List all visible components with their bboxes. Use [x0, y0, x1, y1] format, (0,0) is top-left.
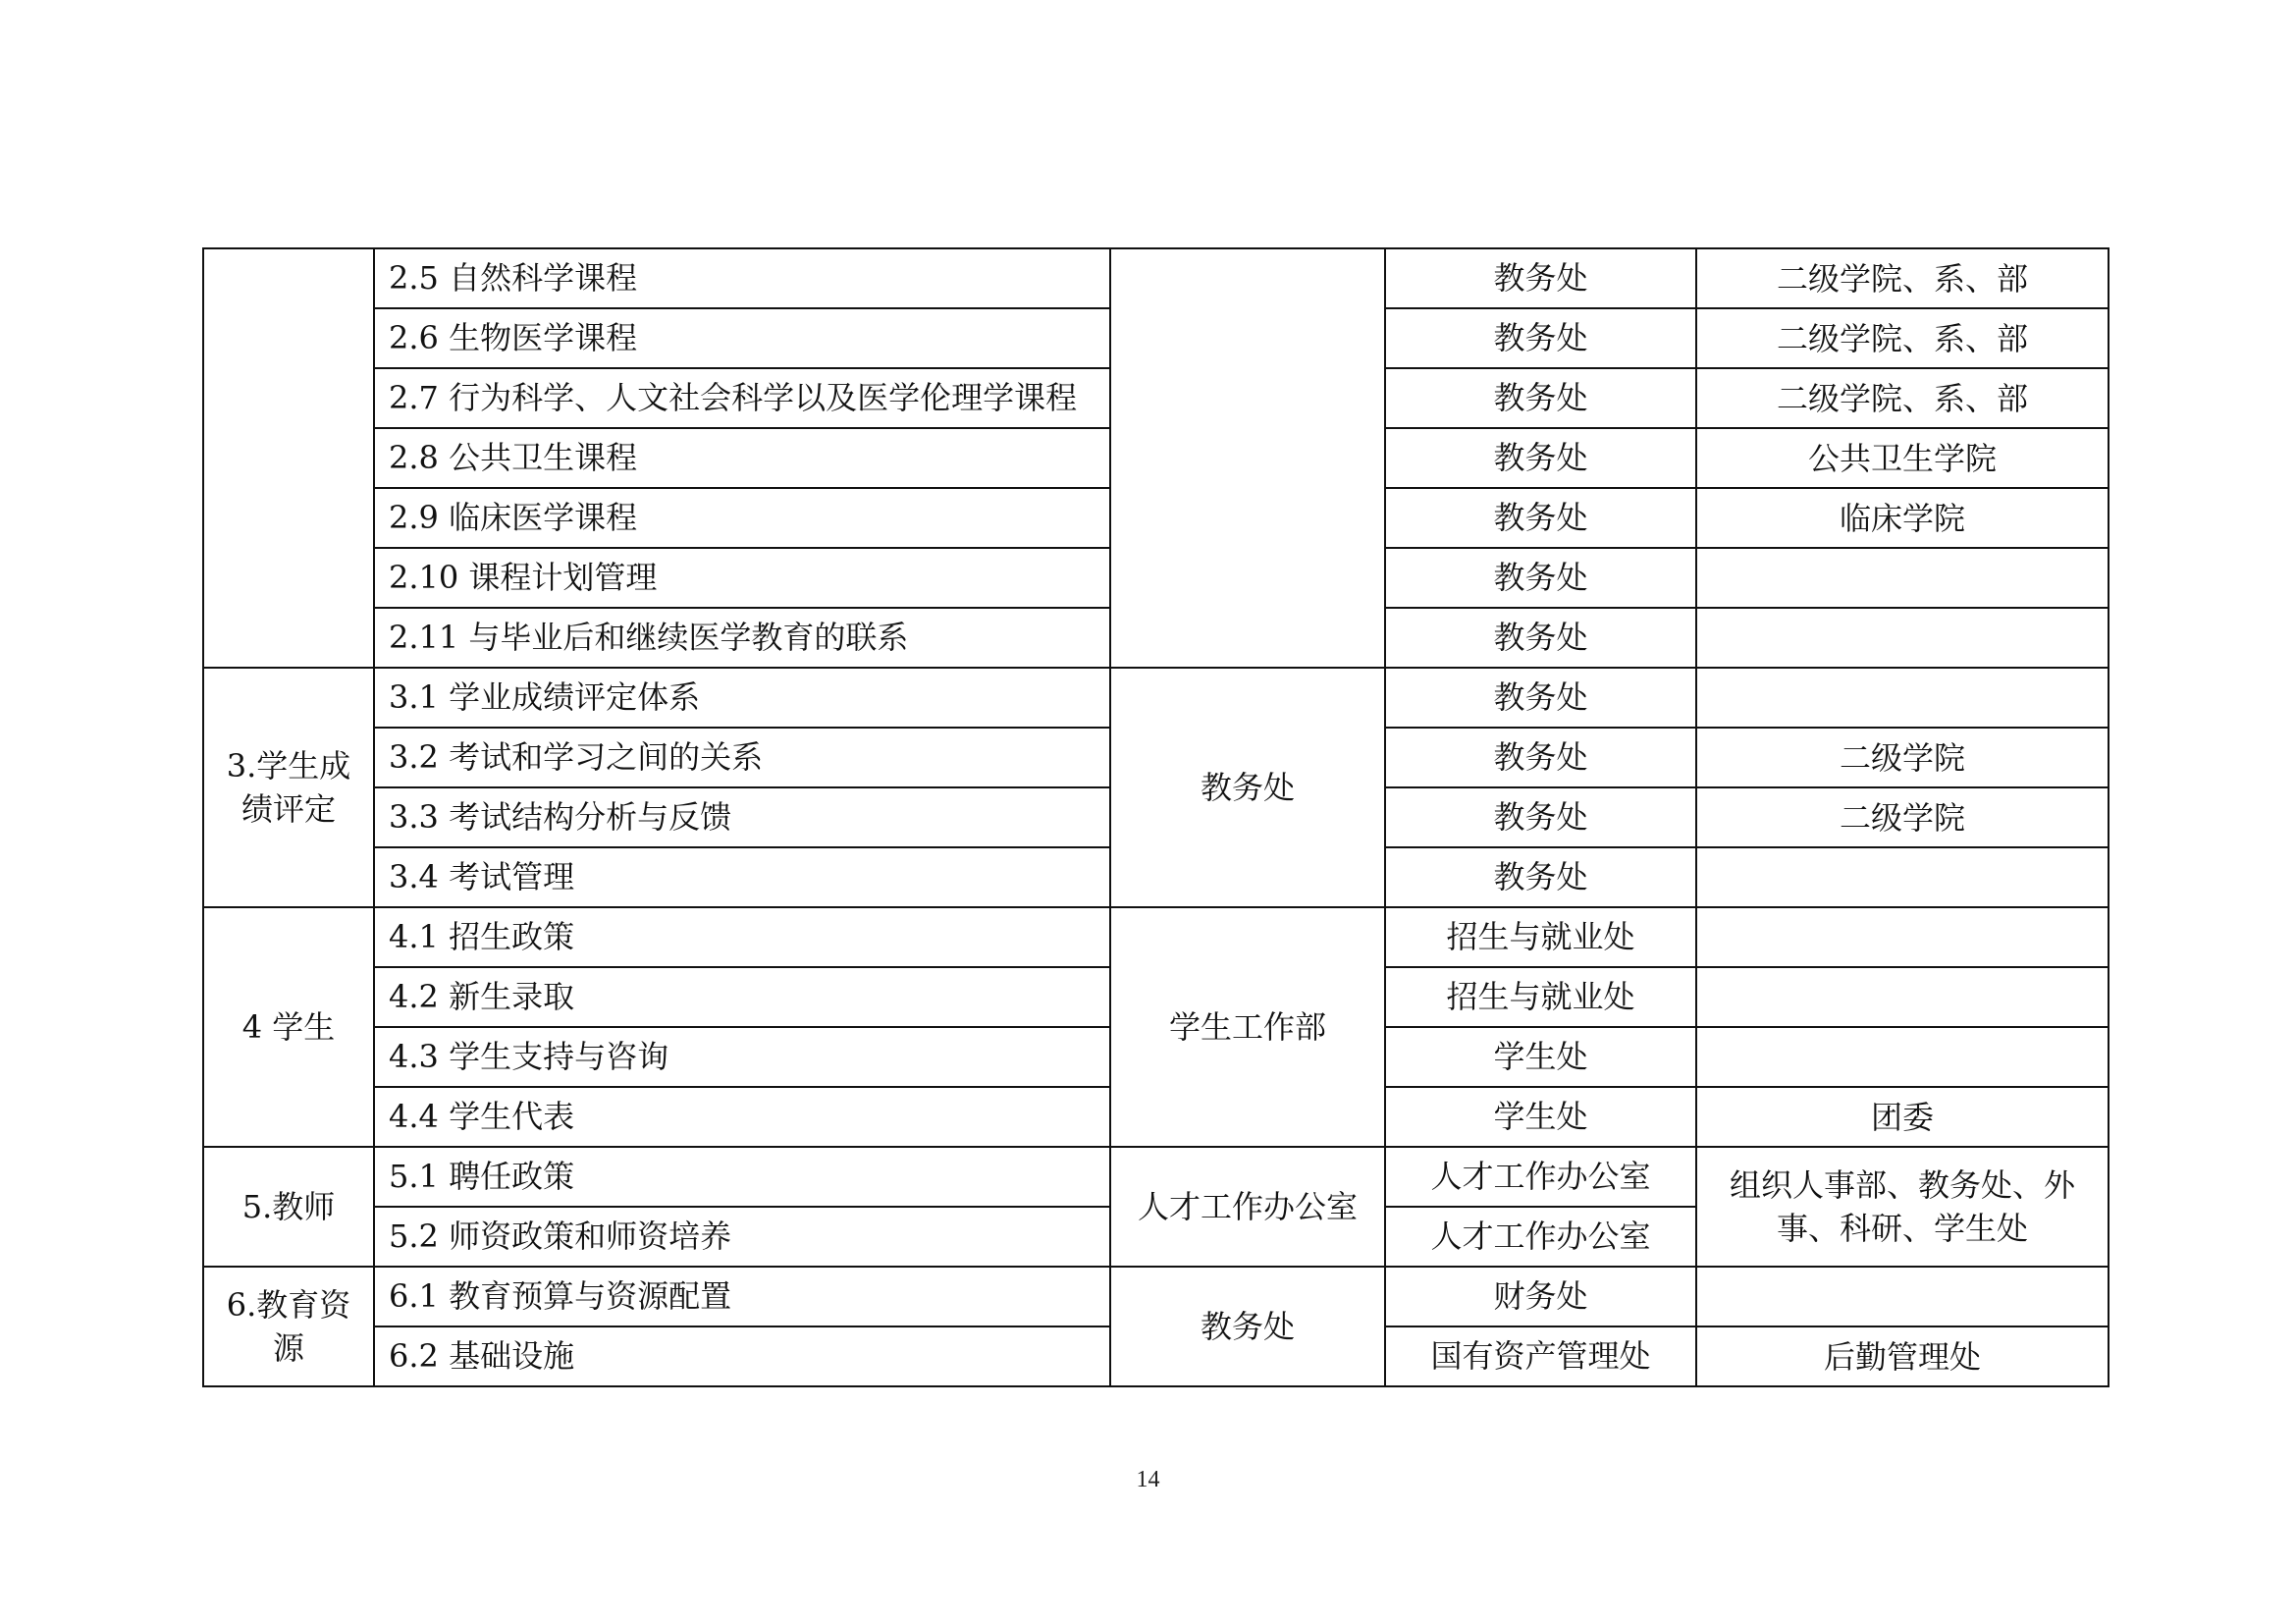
item-cell: 4.4 学生代表: [374, 1087, 1110, 1147]
responsible-cell: 学生处: [1385, 1027, 1696, 1087]
section-label-cell: [203, 248, 374, 668]
responsible-cell: 教务处: [1385, 668, 1696, 728]
cooperating-cell: [1696, 608, 2109, 668]
item-cell: 3.2 考试和学习之间的关系: [374, 728, 1110, 787]
item-cell: 3.1 学业成绩评定体系: [374, 668, 1110, 728]
section-label-cell: 3.学生成绩评定: [203, 668, 374, 907]
item-cell: 2.6 生物医学课程: [374, 308, 1110, 368]
cooperating-cell: [1696, 907, 2109, 967]
item-cell: 4.1 招生政策: [374, 907, 1110, 967]
table-row: [203, 668, 2109, 728]
responsible-cell: 教务处: [1385, 608, 1696, 668]
item-cell: 5.2 师资政策和师资培养: [374, 1207, 1110, 1267]
page-number: 14: [1136, 1467, 1160, 1492]
cooperating-cell: 二级学院、系、部: [1696, 308, 2109, 368]
section-label-cell: 4 学生: [203, 907, 374, 1147]
lead-department-cell: 教务处: [1110, 1267, 1385, 1386]
cooperating-cell: [1696, 967, 2109, 1027]
lead-department-cell: [1110, 248, 1385, 668]
cooperating-cell: 二级学院: [1696, 787, 2109, 847]
cooperating-cell: 组织人事部、教务处、外事、科研、学生处: [1696, 1147, 2109, 1267]
table-row: [203, 1147, 2109, 1207]
responsible-cell: 教务处: [1385, 488, 1696, 548]
item-cell: 5.1 聘任政策: [374, 1147, 1110, 1207]
cooperating-cell: 公共卫生学院: [1696, 428, 2109, 488]
item-cell: 2.8 公共卫生课程: [374, 428, 1110, 488]
cooperating-cell: 二级学院、系、部: [1696, 368, 2109, 428]
item-cell: 3.3 考试结构分析与反馈: [374, 787, 1110, 847]
item-cell: 2.10 课程计划管理: [374, 548, 1110, 608]
cooperating-cell: [1696, 1027, 2109, 1087]
lead-department-cell: 教务处: [1110, 668, 1385, 907]
responsible-cell: 教务处: [1385, 428, 1696, 488]
standards-responsibility-table: [202, 247, 2109, 1387]
responsible-cell: 财务处: [1385, 1267, 1696, 1326]
cooperating-cell: 二级学院、系、部: [1696, 248, 2109, 308]
item-cell: 4.3 学生支持与咨询: [374, 1027, 1110, 1087]
table-row: [203, 248, 2109, 308]
responsible-cell: 招生与就业处: [1385, 907, 1696, 967]
cooperating-cell: [1696, 847, 2109, 907]
section-label-cell: 6.教育资源: [203, 1267, 374, 1386]
table-row: [203, 907, 2109, 967]
responsible-cell: 学生处: [1385, 1087, 1696, 1147]
item-cell: 2.5 自然科学课程: [374, 248, 1110, 308]
item-cell: 4.2 新生录取: [374, 967, 1110, 1027]
cooperating-cell: [1696, 1267, 2109, 1326]
cooperating-cell: 临床学院: [1696, 488, 2109, 548]
responsible-cell: 教务处: [1385, 548, 1696, 608]
section-label-cell: 5.教师: [203, 1147, 374, 1267]
responsible-cell: 教务处: [1385, 248, 1696, 308]
responsible-cell: 人才工作办公室: [1385, 1147, 1696, 1207]
table-row: [203, 1267, 2109, 1326]
cooperating-cell: 后勤管理处: [1696, 1326, 2109, 1386]
responsible-cell: 招生与就业处: [1385, 967, 1696, 1027]
item-cell: 6.2 基础设施: [374, 1326, 1110, 1386]
responsible-cell: 教务处: [1385, 787, 1696, 847]
lead-department-cell: 学生工作部: [1110, 907, 1385, 1147]
item-cell: 2.7 行为科学、人文社会科学以及医学伦理学课程: [374, 368, 1110, 428]
responsible-cell: 教务处: [1385, 368, 1696, 428]
cooperating-cell: 二级学院: [1696, 728, 2109, 787]
lead-department-cell: 人才工作办公室: [1110, 1147, 1385, 1267]
responsible-cell: 教务处: [1385, 728, 1696, 787]
responsible-cell: 教务处: [1385, 308, 1696, 368]
cooperating-cell: [1696, 548, 2109, 608]
cooperating-cell: 团委: [1696, 1087, 2109, 1147]
responsible-cell: 国有资产管理处: [1385, 1326, 1696, 1386]
item-cell: 3.4 考试管理: [374, 847, 1110, 907]
item-cell: 2.11 与毕业后和继续医学教育的联系: [374, 608, 1110, 668]
responsible-cell: 人才工作办公室: [1385, 1207, 1696, 1267]
item-cell: 2.9 临床医学课程: [374, 488, 1110, 548]
responsible-cell: 教务处: [1385, 847, 1696, 907]
item-cell: 6.1 教育预算与资源配置: [374, 1267, 1110, 1326]
cooperating-cell: [1696, 668, 2109, 728]
